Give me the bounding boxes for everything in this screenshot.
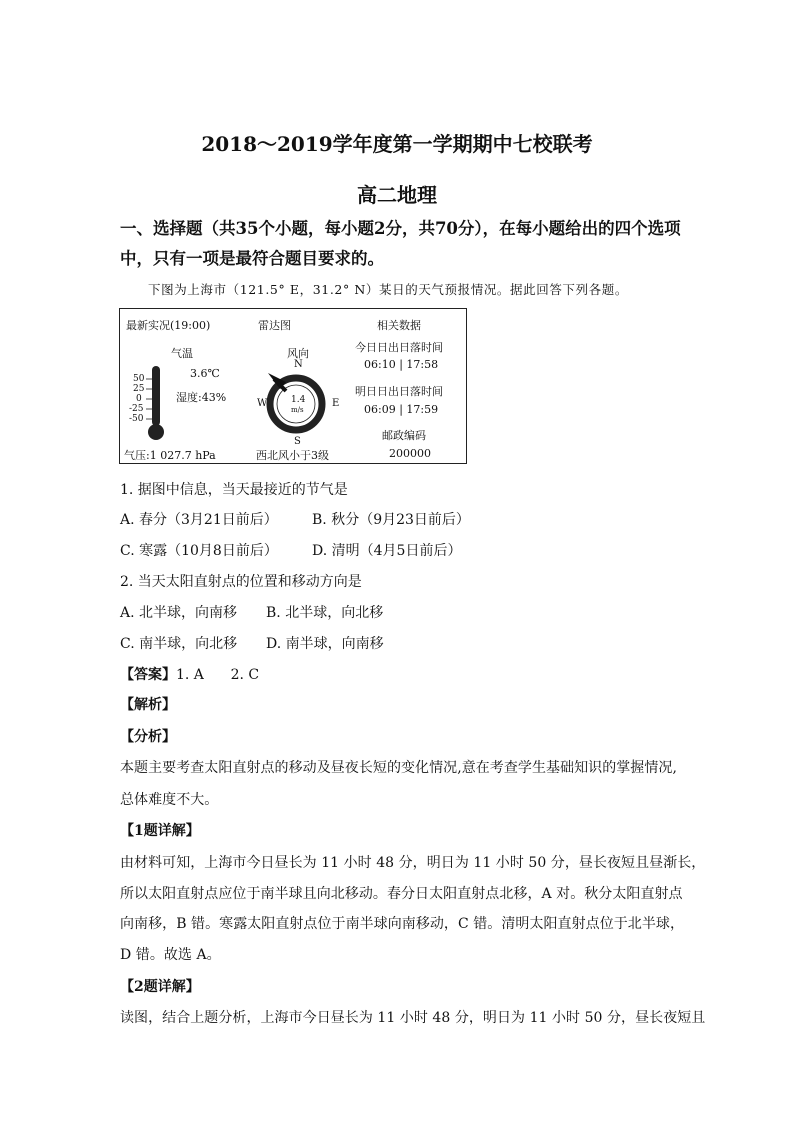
question-1-option-a: A. 春分（3月21日前后） [120, 512, 278, 528]
thermo-tick: -50 [129, 414, 144, 424]
question-2-stem: 2. 当天太阳直射点的位置和移动方向是 [120, 574, 362, 590]
compass-east: E [332, 398, 340, 409]
question-1-option-d: D. 清明（4月5日前后） [312, 543, 462, 559]
question-intro: 下图为上海市（121.5° E，31.2° N）某日的天气预报情况。据此回答下列各题。 [148, 282, 628, 297]
wind-description: 西北风小于3级 [256, 449, 329, 462]
question-2-option-b: B. 北半球，向北移 [266, 605, 384, 621]
tomorrow-sun-times: 06:09 | 17:59 [364, 403, 439, 416]
detail-1-line: D 错。故选 A。 [120, 947, 221, 963]
thermo-tick: -25 [129, 404, 144, 414]
question-1-option-c: C. 寒露（10月8日前后） [120, 543, 278, 559]
thermo-tick: 25 [133, 384, 145, 394]
today-sun-label: 今日日出日落时间 [355, 341, 443, 354]
postal-code-label: 邮政编码 [382, 429, 426, 442]
question-1-option-b: B. 秋分（9月23日前后） [312, 512, 470, 528]
wind-unit: m/s [291, 406, 304, 414]
answer-label: 【答案】 [120, 667, 176, 683]
wind-speed: 1.4 [291, 395, 306, 405]
tomorrow-sun-label: 明日日出日落时间 [355, 385, 443, 398]
detail-1-line: 所以太阳直射点应位于南半球且向北移动。春分日太阳直射点北移，A 对。秋分太阳直射点 [120, 886, 683, 902]
fenxi-line: 总体难度不大。 [120, 792, 219, 808]
page-title: 2018～2019学年度第一学期期中七校联考 [201, 132, 593, 156]
postal-code-value: 200000 [389, 447, 431, 460]
answer-text: 1. A 2. C [176, 667, 260, 683]
section-heading-line1: 一、选择题（共35个小题，每小题2分，共70分），在每小题给出的四个选项 [120, 219, 681, 238]
question-2-option-a: A. 北半球，向南移 [120, 605, 238, 621]
weather-forecast-figure [119, 308, 467, 464]
radar-label: 雷达图 [258, 319, 291, 332]
detail-2-label: 【2题详解】 [120, 979, 200, 995]
today-sun-times: 06:10 | 17:58 [364, 358, 439, 371]
question-1-stem: 1. 据图中信息，当天最接近的节气是 [120, 482, 348, 498]
temp-label: 气温 [171, 347, 193, 360]
detail-1-line: 向南移，B 错。寒露太阳直射点位于南半球向南移动，C 错。清明太阳直射点位于北半球， [120, 916, 684, 932]
question-2-option-d: D. 南半球，向南移 [266, 636, 384, 652]
subject-title: 高二地理 [357, 183, 437, 207]
related-data-label: 相关数据 [377, 319, 421, 332]
detail-2-line: 读图，结合上题分析，上海市今日昼长为 11 小时 48 分，明日为 11 小时 50 分，昼长夜短且 [120, 1010, 706, 1026]
detail-1-label: 【1题详解】 [120, 823, 200, 839]
detail-1-line: 由材料可知，上海市今日昼长为 11 小时 48 分，明日为 11 小时 50 分，昼长夜短且昼渐长， [120, 855, 706, 871]
wind-direction-label: 风向 [287, 347, 309, 360]
compass-south: S [294, 436, 301, 447]
compass-west: W [257, 398, 268, 409]
temp-value: 3.6℃ [190, 367, 220, 380]
section-heading-line2: 中，只有一项是最符合题目要求的。 [120, 249, 384, 268]
answer-line [120, 664, 259, 684]
question-2-option-c: C. 南半球，向北移 [120, 636, 238, 652]
compass-north: N [294, 359, 303, 370]
fenxi-line: 本题主要考查太阳直射点的移动及昼夜长短的变化情况,意在考查学生基础知识的掌握情况, [120, 760, 677, 776]
analysis-label: 【解析】 [120, 697, 176, 713]
pressure-value: 气压:1 027.7 hPa [124, 449, 216, 462]
humidity-value: 湿度:43% [176, 391, 227, 404]
live-label: 最新实况(19:00) [126, 319, 211, 332]
thermo-tick: 0 [136, 394, 142, 404]
fenxi-label: 【分析】 [120, 729, 176, 745]
thermo-tick: 50 [133, 374, 145, 384]
